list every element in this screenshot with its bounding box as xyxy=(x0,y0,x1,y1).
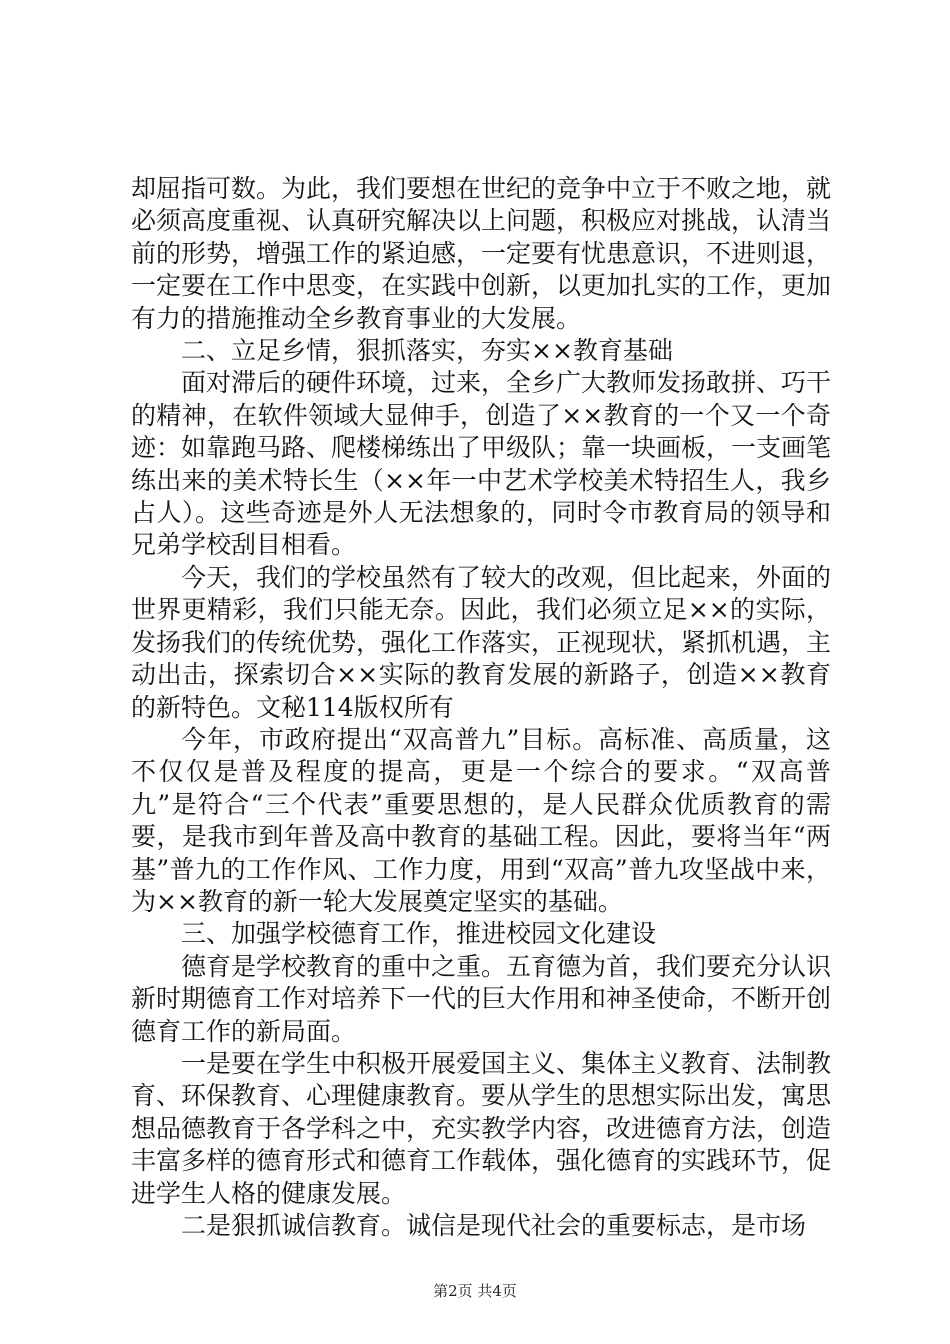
section-heading-3: 三、加强学校德育工作，推进校园文化建设 xyxy=(181,919,657,949)
paragraph: 二是狠抓诚信教育。诚信是现代社会的重要标志，是市场 xyxy=(181,1211,807,1240)
section-heading-2: 二、立足乡情，狠抓落实，夯实××教育基础 xyxy=(181,336,673,366)
paragraph: 面对滞后的硬件环境，过来，全乡广大教师发扬敢拼、巧干的精神，在软件领域大显伸手，创造了××教育的一个又一个奇迹：如靠跑马路、爬楼梯练出了甲级队；靠一块画板，一支画笔练出来的美术特长生（××年一中艺术学校美术特招生人，我乡占人）。这些奇迹是外人无法想象的，同时令市教育局的领导和兄弟学校刮目相看。 xyxy=(131,368,832,560)
paragraph: 今年，市政府提出“双高普九”目标。高标准、高质量，这不仅仅是普及程度的提高，更是一个综合的要求。“双高普九”是符合“三个代表”重要思想的，是人民群众优质教育的需要，是我市到年普及高中教育的基础工程。因此，要将当年“两基”普九的工作作风、工作力度，用到“双高”普九攻坚战中来，为××教育的新一轮大发展奠定坚实的基础。 xyxy=(131,724,831,916)
paragraph: 今天，我们的学校虽然有了较大的改观，但比起来，外面的世界更精彩，我们只能无奈。因此，我们必须立足××的实际，发扬我们的传统优势，强化工作落实，正视现状，紧抓机遇，主动出击，探索切合××实际的教育发展的新路子，创造××教育的新特色。文秘114版权所有 xyxy=(131,562,832,722)
page-number: 第2页 共4页 xyxy=(433,1282,517,1300)
paragraph: 一是要在学生中积极开展爱国主义、集体主义教育、法制教育、环保教育、心理健康教育。要从学生的思想实际出发，寓思想品德教育于各学科之中，充实教学内容，改进德育方法，创造丰富多样的德育形式和德育工作载体，强化德育的实践环节，促进学生人格的健康发展。 xyxy=(131,1048,832,1208)
document-body xyxy=(131,173,831,1242)
page-footer xyxy=(0,1280,950,1301)
paragraph-continuation: 却屈指可数。为此，我们要想在世纪的竞争中立于不败之地，就必须高度重视、认真研究解决以上问题，积极应对挑战，认清当前的形势，增强工作的紧迫感，一定要有忧患意识，不进则退，一定要在工作中思变，在实践中创新，以更加扎实的工作，更加有力的措施推动全乡教育事业的大发展。 xyxy=(131,174,832,333)
paragraph: 德育是学校教育的重中之重。五育德为首，我们要充分认识新时期德育工作对培养下一代的巨大作用和神圣使命，不断开创德育工作的新局面。 xyxy=(131,951,832,1046)
